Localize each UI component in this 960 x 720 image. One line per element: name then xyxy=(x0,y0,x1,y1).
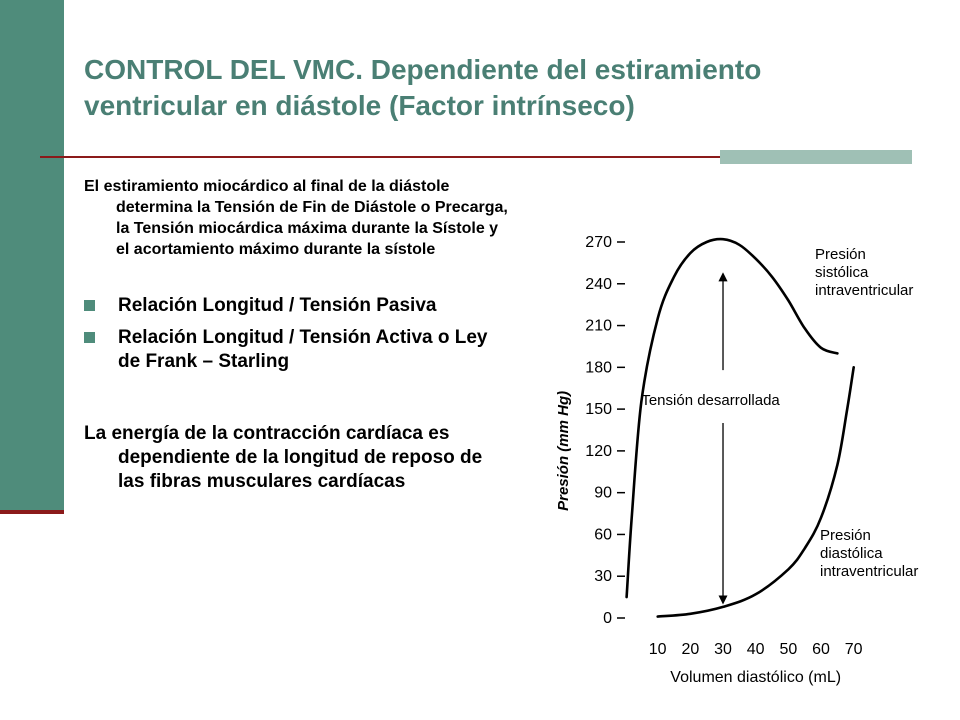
bullet-item xyxy=(84,294,508,318)
conclusion-paragraph: La energía de la contracción cardíaca es dependiente de la longitud de reposo de las fibras musculares cardíacas xyxy=(84,423,483,492)
x-tick-label: 70 xyxy=(844,641,863,658)
y-tick-label: 30 xyxy=(594,568,612,586)
y-tick-label: 120 xyxy=(585,442,612,460)
developed-tension-label: Tensión desarrollada xyxy=(641,391,780,409)
diastolic-series-label: Presión diastólica intraventricular xyxy=(820,527,919,580)
x-tick-label: 40 xyxy=(746,641,765,658)
bullet-label: Relación Longitud / Tensión Activa o Ley de Frank – Starling xyxy=(118,327,488,372)
y-tick-label: 150 xyxy=(585,401,612,419)
x-tick-label: 50 xyxy=(779,641,798,658)
title-divider-accent xyxy=(720,150,912,164)
x-tick-label: 10 xyxy=(648,641,667,658)
bullet-label: Relación Longitud / Tensión Pasiva xyxy=(118,295,437,316)
x-tick-label: 60 xyxy=(812,641,830,658)
y-tick-label: 0 xyxy=(603,610,612,627)
slide-title: CONTROL DEL VMC. Dependiente del estiramiento ventricular en diástole (Factor intrínseco) xyxy=(84,54,762,121)
y-tick-label: 180 xyxy=(585,359,612,377)
y-axis-label: Presión (mm Hg) xyxy=(555,390,572,511)
systolic-series-label: Presión sistólica intraventricular xyxy=(815,246,914,299)
pressure-volume-chart xyxy=(530,170,940,720)
square-bullet-icon xyxy=(84,300,95,311)
intro-paragraph: El estiramiento miocárdico al final de la diástole determina la Tensión de Fin de Diástole o Precarga, la Tensión miocárdica máxima durante la Sístole y el acortamiento máximo durante la sístole xyxy=(84,178,508,258)
y-tick-label: 60 xyxy=(594,526,612,544)
chart-labels xyxy=(555,234,918,686)
left-accent-bar xyxy=(0,0,64,513)
chart-svg xyxy=(530,170,940,720)
y-tick-label: 270 xyxy=(585,234,612,251)
x-axis-label: Volumen diastólico (mL) xyxy=(670,669,842,686)
y-tick-label: 210 xyxy=(585,317,612,335)
y-tick-label: 240 xyxy=(585,275,612,293)
slide-content xyxy=(84,176,508,494)
bullet-list xyxy=(84,294,508,374)
x-tick-label: 20 xyxy=(681,641,700,658)
square-bullet-icon xyxy=(84,332,95,343)
chart-axes xyxy=(617,242,625,618)
x-tick-label: 30 xyxy=(714,641,732,658)
left-accent-bar-edge xyxy=(0,510,64,514)
bullet-item xyxy=(84,326,508,374)
systolic-pressure-line xyxy=(627,239,838,597)
y-tick-label: 90 xyxy=(594,484,612,502)
